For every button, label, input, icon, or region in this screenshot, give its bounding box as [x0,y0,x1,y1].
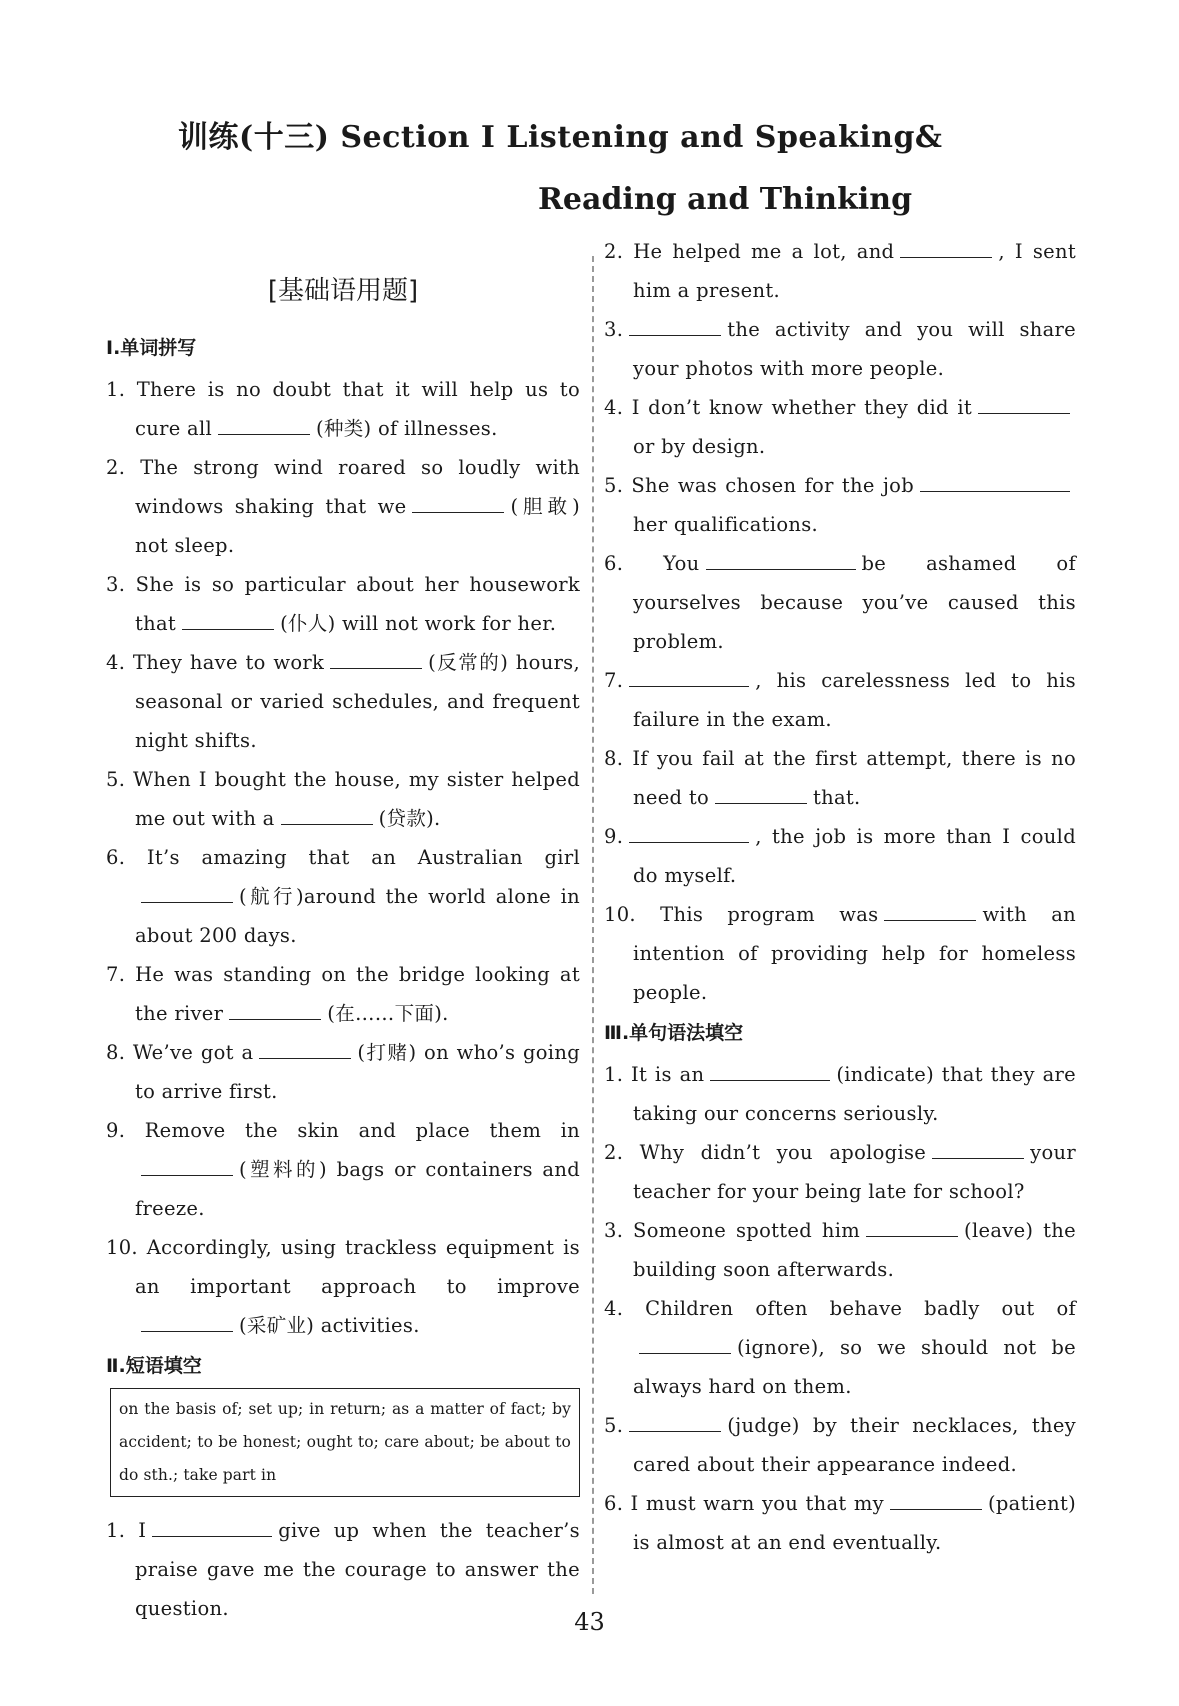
question-item [604,466,1076,544]
answer-blank[interactable] [281,823,373,825]
answer-blank[interactable] [229,1018,321,1020]
page-number: 43 [574,1608,605,1636]
question-item [106,370,580,448]
answer-blank[interactable] [710,1079,830,1081]
question-item [604,1055,1076,1133]
question-text: 3. Someone spotted him [604,1219,861,1242]
answer-blank[interactable] [629,334,721,336]
question-text: 3. She is so particular about her housework that [106,573,580,635]
page-title-line2: Reading and Thinking [538,182,913,217]
question-text: 2. He helped me a lot, and [604,240,895,263]
question-text: her qualifications. [633,513,819,536]
question-text: give up when the teacher’s praise gave me the courage to answer the question. [135,1519,580,1620]
answer-blank[interactable] [978,412,1070,414]
question-text: 1. It is an [604,1063,705,1086]
question-text: , I sent him a present. [633,240,1076,302]
section-label: [基础语用题] [267,276,419,306]
question-text: (种类) of illnesses. [316,417,498,440]
question-item [106,565,580,643]
question-item [106,955,580,1033]
right-column [604,232,1076,1562]
answer-blank[interactable] [330,667,422,669]
answer-blank[interactable] [884,919,976,921]
question-text: , his carelessness led to his failure in the exam. [633,669,1076,731]
question-item [604,1211,1076,1289]
question-text: (leave) the building soon afterwards. [633,1219,1077,1281]
question-text: 8. We’ve got a [106,1041,254,1064]
question-item [604,661,1076,739]
answer-blank[interactable] [218,433,310,435]
question-item [604,739,1076,817]
question-text: 1. There is no doubt that it will help us to cure all [106,378,580,440]
question-item [106,643,580,760]
phrase-bank: on the basis of; set up; in return; as a matter of fact; by accident; to be honest; ought to; care about; be about to do sth.; take part in [110,1388,580,1497]
question-text: 4. They have to work [106,651,325,674]
answer-blank[interactable] [629,1430,721,1432]
answer-blank[interactable] [629,841,749,843]
question-item [106,1033,580,1111]
question-text: (胆敢) not sleep. [135,495,581,557]
question-text: 1. I [106,1519,147,1542]
part2-questions-right [604,232,1076,1012]
question-text: (采矿业) activities. [239,1314,420,1337]
question-text: 3. [604,318,624,341]
question-text: 9. Remove the skin and place them in [106,1119,580,1142]
question-text: 2. The strong wind roared so loudly with windows shaking that we [106,456,580,518]
question-text: (judge) by their necklaces, they cared about their appearance indeed. [633,1414,1076,1476]
question-text: 4. Children often behave badly out of [604,1297,1076,1320]
answer-blank[interactable] [866,1235,958,1237]
question-text: 8. If you fail at the first attempt, there is no need to [604,747,1076,809]
question-text: , the job is more than I could do myself. [633,825,1076,887]
part3-questions [604,1055,1076,1562]
answer-blank[interactable] [629,685,749,687]
answer-blank[interactable] [900,256,992,258]
answer-blank[interactable] [706,568,856,570]
question-text: 2. Why didn’t you apologise [604,1141,927,1164]
question-text: be ashamed of yourselves because you’ve caused this problem. [633,552,1076,653]
question-text: 5. [604,1414,624,1437]
question-text: that. [813,786,861,809]
question-text: 9. [604,825,624,848]
question-item [604,232,1076,310]
question-text: 10. Accordingly, using trackless equipment is an important approach to improve [106,1236,580,1298]
part3-heading: Ⅲ.单句语法填空 [604,1022,744,1044]
question-text: your teacher for your being late for school? [633,1141,1076,1203]
question-item [604,1484,1076,1562]
answer-blank[interactable] [141,901,233,903]
answer-blank[interactable] [715,802,807,804]
question-item [604,895,1076,1012]
question-text: (在……下面). [327,1002,449,1025]
question-item [604,817,1076,895]
answer-blank[interactable] [920,490,1070,492]
page-title-line1: 训练(十三) Section Ⅰ Listening and Speaking& [178,120,943,155]
question-text: 6. I must warn you that my [604,1492,884,1515]
question-text: 5. She was chosen for the job [604,474,914,497]
question-item [604,310,1076,388]
question-item [106,448,580,565]
question-item [604,388,1076,466]
question-text: (贷款). [378,807,441,830]
question-item [604,1133,1076,1211]
question-text: or by design. [633,435,766,458]
question-item [604,1406,1076,1484]
question-text: (航行)around the world alone in about 200 days. [135,885,580,947]
question-text: (打赌) on who’s going to arrive first. [135,1041,580,1103]
question-item [106,838,580,955]
answer-blank[interactable] [152,1535,272,1537]
question-text: (仆人) will not work for her. [280,612,557,635]
question-text: (塑料的) bags or containers and freeze. [135,1158,580,1220]
answer-blank[interactable] [259,1057,351,1059]
question-text: 7. [604,669,624,692]
answer-blank[interactable] [932,1157,1024,1159]
answer-blank[interactable] [141,1330,233,1332]
question-item [604,1289,1076,1406]
question-text: 4. I don’t know whether they did it [604,396,972,419]
question-text: (patient) is almost at an end eventually. [633,1492,1076,1554]
left-column [106,258,580,1628]
answer-blank[interactable] [141,1174,233,1176]
question-item [106,760,580,838]
question-text: with an intention of providing help for homeless people. [633,903,1076,1004]
part1-questions [106,370,580,1345]
question-text: the activity and you will share your photos with more people. [633,318,1076,380]
question-text: 10. This program was [604,903,879,926]
question-text: 7. He was standing on the bridge looking at the river [106,963,580,1025]
answer-blank[interactable] [890,1508,982,1510]
question-text: 5. When I bought the house, my sister helped me out with a [106,768,580,830]
answer-blank[interactable] [182,628,274,630]
question-text: (反常的) hours, seasonal or varied schedules, and frequent night shifts. [135,651,580,752]
part2-heading: Ⅱ.短语填空 [106,1355,202,1377]
answer-blank[interactable] [639,1352,731,1354]
question-item [106,1111,580,1228]
question-item [106,1228,580,1345]
column-divider [592,256,594,1594]
question-item [604,544,1076,661]
answer-blank[interactable] [412,511,504,513]
question-text: 6. You [604,552,700,575]
question-text: (indicate) that they are taking our concerns seriously. [633,1063,1076,1125]
part1-heading: Ⅰ.单词拼写 [106,337,197,359]
question-text: 6. It’s amazing that an Australian girl [106,846,580,869]
question-text: (ignore), so we should not be always hard on them. [633,1336,1076,1398]
